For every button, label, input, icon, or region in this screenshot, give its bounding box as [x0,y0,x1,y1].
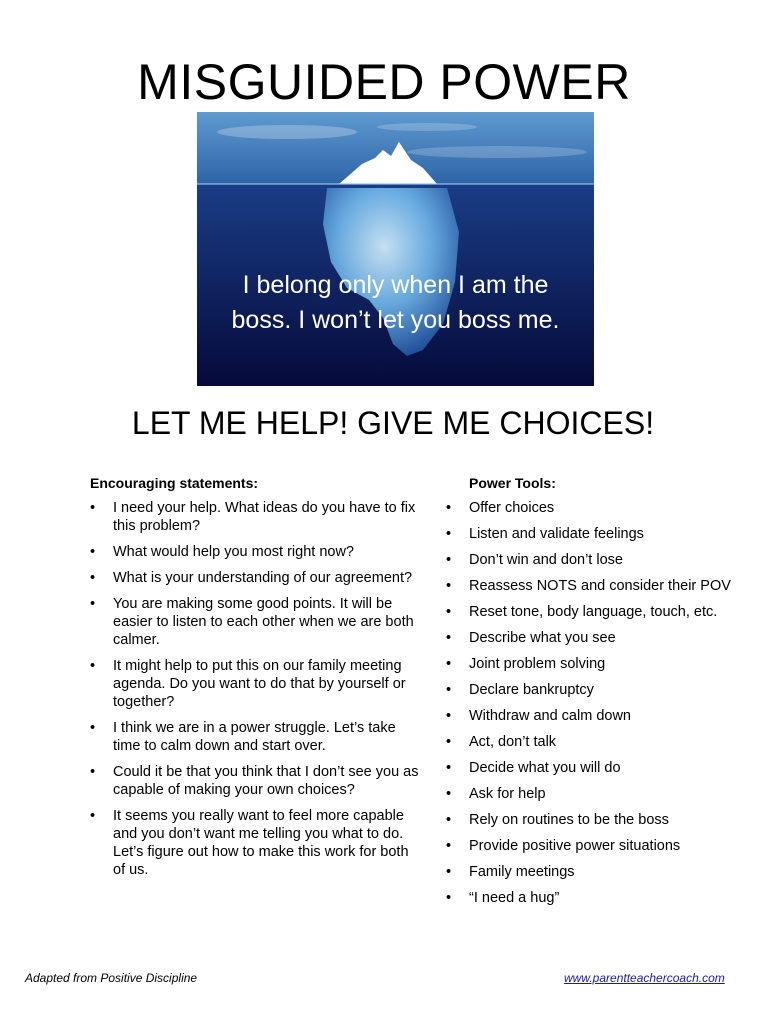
list-item-text: You are making some good points. It will be easier to listen to each other when we are both calmer. [113,596,414,648]
list-item-text: Act, don’t talk [469,734,557,750]
list-item [446,863,759,889]
list-item [90,543,423,561]
list-item [446,629,759,655]
iceberg-illustration [197,112,594,386]
list-item [90,807,423,879]
subtitle: LET ME HELP! GIVE ME CHOICES! [131,405,655,441]
bullet-icon: • [90,570,96,586]
bullet-icon: • [446,656,452,672]
list-item-text: Could it be that you think that I don’t see you as capable of making your own choices? [113,764,419,798]
list-item-text: Describe what you see [469,630,616,646]
bullet-icon: • [90,500,96,516]
list-item-text: Don’t win and don’t lose [469,552,623,568]
bullet-icon: • [446,838,452,854]
bullet-icon: • [90,658,96,674]
bullet-icon: • [446,890,452,906]
list-item-text: Rely on routines to be the boss [469,812,669,828]
list-item [90,657,423,711]
bullet-icon: • [446,760,452,776]
source-note: Adapted from Positive Discipline [25,971,198,985]
list-item-text: Declare bankruptcy [469,682,594,698]
list-item [446,889,759,915]
caption-line-1: I belong only when I am the [242,271,549,299]
bullet-icon: • [446,630,452,646]
list-item [446,551,759,577]
list-item-text: I think we are in a power struggle. Let’s take time to calm down and start over. [113,720,396,754]
list-item-text: I need your help. What ideas do you have to fix this problem? [113,500,416,534]
bullet-icon: • [446,864,452,880]
list-item [446,811,759,837]
list-item-text: It seems you really want to feel more capable and you don’t want me telling you what to do. Let’s figure out how to make this work for both of us. [113,808,409,878]
list-item-text: What is your understanding of our agreement? [113,570,413,586]
page-title: MISGUIDED POWER [137,54,631,110]
bullet-icon: • [446,578,452,594]
list-item [446,603,759,629]
iceberg-image [197,112,594,386]
list-item [90,499,423,535]
list-item [446,499,759,525]
list-item-text: Listen and validate feelings [469,526,644,542]
list-item [446,577,759,603]
bullet-icon: • [90,764,96,780]
list-item-text: Ask for help [469,786,546,802]
caption-line-2: boss. I won’t let you boss me. [231,306,560,334]
list-item-text: Reset tone, body language, touch, etc. [469,604,718,620]
encouraging-list [90,499,423,887]
list-item [90,595,423,649]
list-item-text: “I need a hug” [469,890,560,906]
list-item-text: Offer choices [469,500,555,516]
list-item-text: It might help to put this on our family meeting agenda. Do you want to do that by yourself or together? [113,658,406,710]
list-item-text: Family meetings [469,864,575,880]
website-link[interactable]: www.parentteachercoach.com [564,971,725,985]
list-item-text: Joint problem solving [469,656,606,672]
list-item [446,681,759,707]
bullet-icon: • [446,786,452,802]
bullet-icon: • [446,708,452,724]
list-item-text: What would help you most right now? [113,544,354,560]
bullet-icon: • [446,812,452,828]
list-item [446,707,759,733]
list-item-text: Withdraw and calm down [469,708,631,724]
list-item [446,525,759,551]
iceberg-caption [197,268,594,338]
bullet-icon: • [446,552,452,568]
list-item [446,837,759,863]
list-item [446,759,759,785]
bullet-icon: • [90,596,96,612]
bullet-icon: • [90,544,96,560]
bullet-icon: • [446,500,452,516]
bullet-icon: • [446,526,452,542]
list-item [90,569,423,587]
list-item [446,785,759,811]
list-item-text: Provide positive power situations [469,838,681,854]
bullet-icon: • [446,734,452,750]
power-tools-heading: Power Tools: [469,475,556,491]
list-item [446,655,759,681]
list-item [90,719,423,755]
bullet-icon: • [90,720,96,736]
bullet-icon: • [446,604,452,620]
encouraging-heading: Encouraging statements: [90,475,259,491]
list-item [90,763,423,799]
list-item-text: Reassess NOTS and consider their POV [469,578,731,594]
bullet-icon: • [90,808,96,824]
list-item-text: Decide what you will do [469,760,621,776]
power-tools-list [446,499,759,915]
bullet-icon: • [446,682,452,698]
list-item [446,733,759,759]
